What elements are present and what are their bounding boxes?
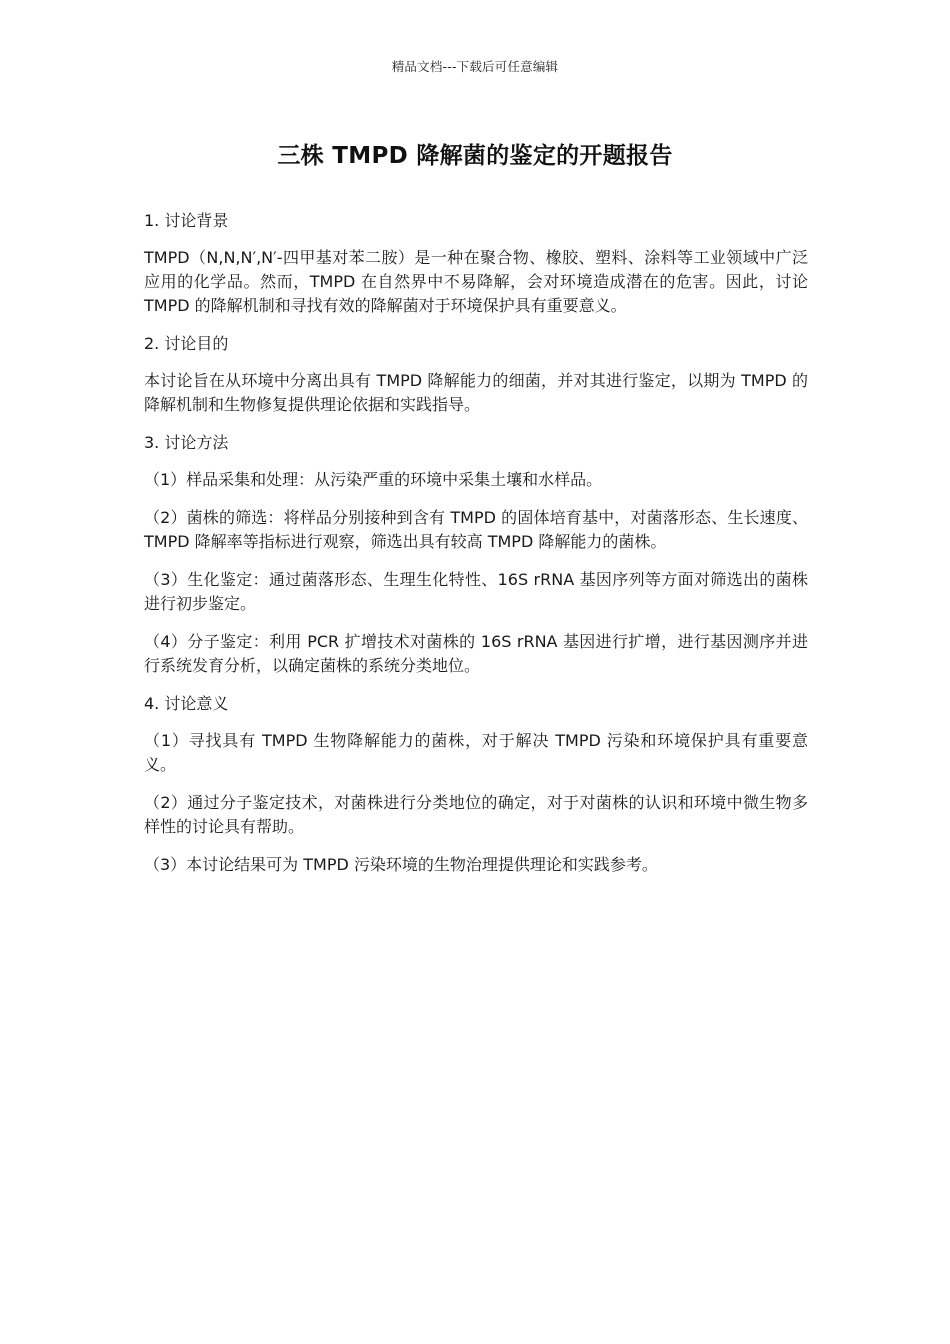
- method-item-molecular-identification: （4）分子鉴定：利用 PCR 扩增技术对菌株的 16S rRNA 基因进行扩增，进行基因测序并进行系统发育分析，以确定菌株的系统分类地位。: [144, 632, 808, 675]
- section-heading-purpose: 2. 讨论目的: [144, 334, 229, 353]
- significance-item-2: （2）通过分子鉴定技术，对菌株进行分类地位的确定，对于对菌株的认识和环境中微生物多样性的讨论具有帮助。: [144, 793, 808, 836]
- header-note: 精品文档---下载后可任意编辑: [391, 59, 559, 74]
- section-heading-background: 1. 讨论背景: [144, 211, 229, 230]
- paragraph-background: TMPD（N,N,N′,N′-四甲基对苯二胺）是一种在聚合物、橡胶、塑料、涂料等工业领域中广泛应用的化学品。然而，TMPD 在自然界中不易降解，会对环境造成潜在的危害。因此，讨论 TMPD 的降解机制和寻找有效的降解菌对于环境保护具有重要意义。: [144, 248, 808, 315]
- section-heading-methods: 3. 讨论方法: [144, 433, 229, 452]
- significance-item-1: （1）寻找具有 TMPD 生物降解能力的菌株，对于解决 TMPD 污染和环境保护具有重要意义。: [144, 731, 808, 774]
- paragraph-purpose: 本讨论旨在从环境中分离出具有 TMPD 降解能力的细菌，并对其进行鉴定，以期为 TMPD 的降解机制和生物修复提供理论依据和实践指导。: [144, 371, 808, 414]
- document-title: 三株 TMPD 降解菌的鉴定的开题报告: [277, 143, 673, 169]
- significance-item-3: （3）本讨论结果可为 TMPD 污染环境的生物治理提供理论和实践参考。: [144, 855, 658, 874]
- method-item-sampling: （1）样品采集和处理：从污染严重的环境中采集土壤和水样品。: [144, 470, 603, 489]
- method-item-screening: （2）菌株的筛选：将样品分别接种到含有 TMPD 的固体培育基中，对菌落形态、生长速度、TMPD 降解率等指标进行观察，筛选出具有较高 TMPD 降解能力的菌株。: [144, 508, 808, 551]
- document-body: [144, 209, 808, 891]
- section-heading-significance: 4. 讨论意义: [144, 694, 229, 713]
- method-item-biochemical-identification: （3）生化鉴定：通过菌落形态、生理生化特性、16S rRNA 基因序列等方面对筛选出的菌株进行初步鉴定。: [144, 570, 808, 613]
